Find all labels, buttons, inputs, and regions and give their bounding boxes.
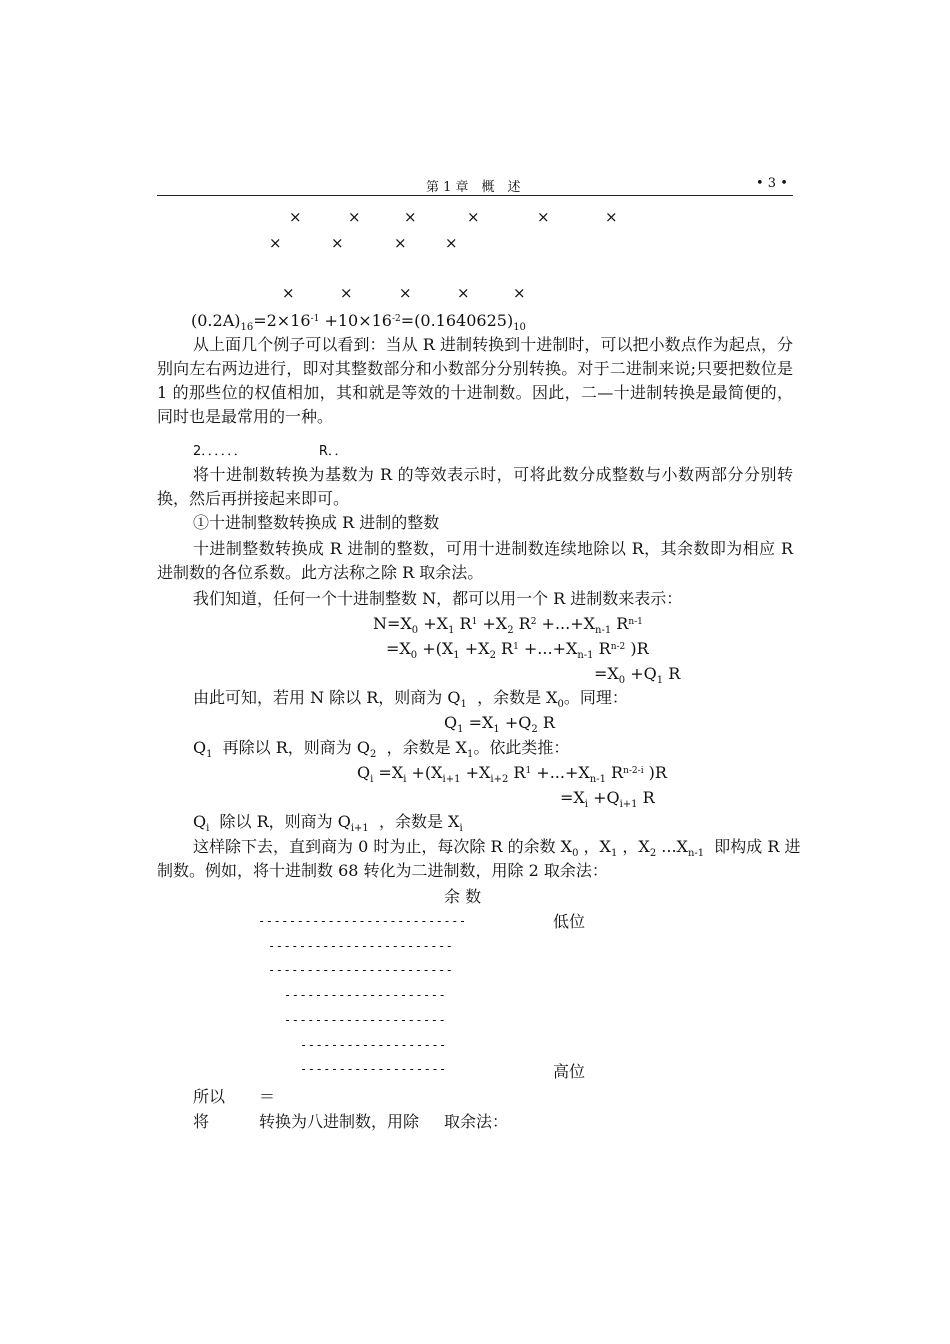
formula-exp2: -2 (391, 314, 401, 324)
cross-mark: × (269, 234, 282, 252)
equation-n-line3: $=X_0 +Q_1$ R (594, 664, 681, 686)
para5-c: ，X (622, 837, 650, 856)
line-qi-divide: $Q_i$ 除以 R，则商为 $Q_{i+1}$ ，余数是 $X_i$ (193, 812, 463, 834)
equation-qi-line2: $=X_i +Q_{i+1}$ R (560, 788, 655, 810)
cross-mark: × (340, 284, 353, 302)
octal-intro-a: 将 (193, 1112, 210, 1131)
so-label: 所以 (193, 1087, 226, 1106)
qi-div-rem-text: ，余数是 X (378, 812, 460, 831)
formula-lhs: (0.2A) (191, 311, 241, 330)
q1-end-text: 。同理： (563, 688, 628, 707)
formula-term1: =2×16 (253, 311, 311, 330)
paragraph-decimal-to-r: 将十进制数转换为基数为 R 的等效表示时，可将此数分成整数与小数两部分分别转换，然后再拼接起来即可。 (157, 465, 793, 508)
high-bit-label: 高位 (553, 1062, 586, 1081)
line-q1-intro: 由此可知，若用 N 除以 R，则商为 $Q_1$ ，余数是 $X_0$。同理： (193, 688, 628, 710)
division-line: ------------------------ (268, 939, 454, 953)
formula-lhs-sub: 16 (240, 322, 254, 333)
formula-rhs-sub: 10 (513, 322, 526, 333)
cross-mark: × (457, 284, 470, 302)
cross-mark: × (605, 208, 618, 226)
q1-div-end-text: 。依此类推： (473, 738, 570, 757)
cross-mark: × (348, 208, 361, 226)
header-rule (157, 195, 793, 196)
cross-mark: × (289, 208, 302, 226)
cross-mark: × (282, 284, 295, 302)
section-heading-tail: R．． (318, 444, 348, 459)
q1-div-rem-text: ，余数是 X (386, 738, 468, 757)
cross-mark: × (331, 234, 344, 252)
cross-mark: × (513, 284, 526, 302)
para5-e: 即构成 R 进 (714, 837, 801, 856)
so-equals: ＝ (259, 1087, 276, 1106)
section-heading (193, 440, 347, 459)
low-bit-label: 低位 (553, 912, 586, 931)
division-line: --------------------------- (258, 914, 467, 928)
paragraph-n-representation: 我们知道，任何一个十进制整数 N，都可以用一个 R 进制数来表示： (193, 589, 683, 608)
cross-mark: × (467, 208, 480, 226)
q1-rem-text: ，余数是 X (477, 688, 558, 707)
equation-q1: $Q_1 =X_1 +Q_2$ R (444, 713, 555, 735)
equation-n-line2: $=X_0 +(X_1 +X_2$ $R^1 +...+X_{n-1}$ $R^{n-2}$ )R (386, 639, 649, 661)
q1-div-text: 再除以 R，则商为 Q (222, 738, 371, 757)
octal-intro-b: 转换为八进制数，用除 (259, 1112, 420, 1131)
cross-mark: × (537, 208, 550, 226)
section-heading-number: 2．．．．．． (193, 444, 247, 459)
hex-formula (191, 310, 526, 332)
division-line: ------------------- (300, 1038, 447, 1052)
line-q1-divide: $Q_1$ 再除以 R，则商为 $Q_2$ ，余数是 $X_1$。依此类推： (193, 738, 570, 760)
paragraph-stop-line1: 这样除下去，直到商为 0 时为止，每次除 R 的余数 $X_0$ ，$X_1$ ，$X_2$ $...X_{n-1}$ 即构成 R 进 (193, 837, 801, 859)
para5-d: ...X (661, 837, 688, 856)
paragraph-stop-line2: 制数。例如，将十进制数 68 转化为二进制数，用除 2 取余法： (157, 861, 608, 880)
equation-n-line1: $N=X_0 +X_1$ $R^1 +X_2$ $R^2 +...+X_{n-1}$ $R^{n-1}$ (373, 614, 643, 636)
subheading-integer-conversion: ①十进制整数转换成 R 进制的整数 (193, 513, 440, 532)
para5-b: ，X (583, 837, 611, 856)
division-line: --------------------- (284, 1013, 447, 1027)
para5-a: 这样除下去，直到商为 0 时为止，每次除 R 的余数 X (193, 837, 573, 856)
cross-mark: × (394, 234, 407, 252)
division-line: ------------------- (300, 1062, 447, 1076)
octal-intro-c: 取余法： (444, 1112, 509, 1131)
formula-exp1: -1 (310, 314, 320, 324)
paragraph-r-to-decimal: 从上面几个例子可以看到：当从 R 进制转换到十进制时，可以把小数点作为起点，分别向左右两边进行，即对其整数部分和小数部分分别转换。对于二进制来说;只要把数位是 1 的那些位的权值相加，其和就是等效的十进制数。因此，二—十进制转换是最简便的，同时也是最常用的一种。 (157, 335, 793, 426)
chapter-header: 第 1 章 概 述 (426, 180, 521, 195)
division-line: ------------------------ (268, 963, 454, 977)
remainder-label: 余 数 (444, 887, 482, 906)
page-number: • 3 • (756, 176, 788, 191)
cross-mark: × (404, 208, 417, 226)
formula-term2: +10×16 (319, 311, 392, 330)
cross-mark: × (445, 234, 458, 252)
q1-intro-text: 由此可知，若用 N 除以 R，则商为 Q (193, 688, 461, 707)
formula-rhs: =(0.1640625) (400, 311, 514, 330)
qi-div-text: 除以 R，则商为 Q (219, 812, 351, 831)
cross-mark: × (399, 284, 412, 302)
equation-qi-line1: $Q_i =X_i +(X_{i+1} +X_{i+2}$ $R^1 +...+X_{n-1}$ $R^{n-2-i}$ )R (357, 763, 667, 785)
division-line: --------------------- (284, 988, 447, 1002)
paragraph-divide-r-method: 十进制整数转换成 R 进制的整数，可用十进制数连续地除以 R，其余数即为相应 R 进制数的各位系数。此方法称之除 R 取余法。 (157, 539, 793, 582)
